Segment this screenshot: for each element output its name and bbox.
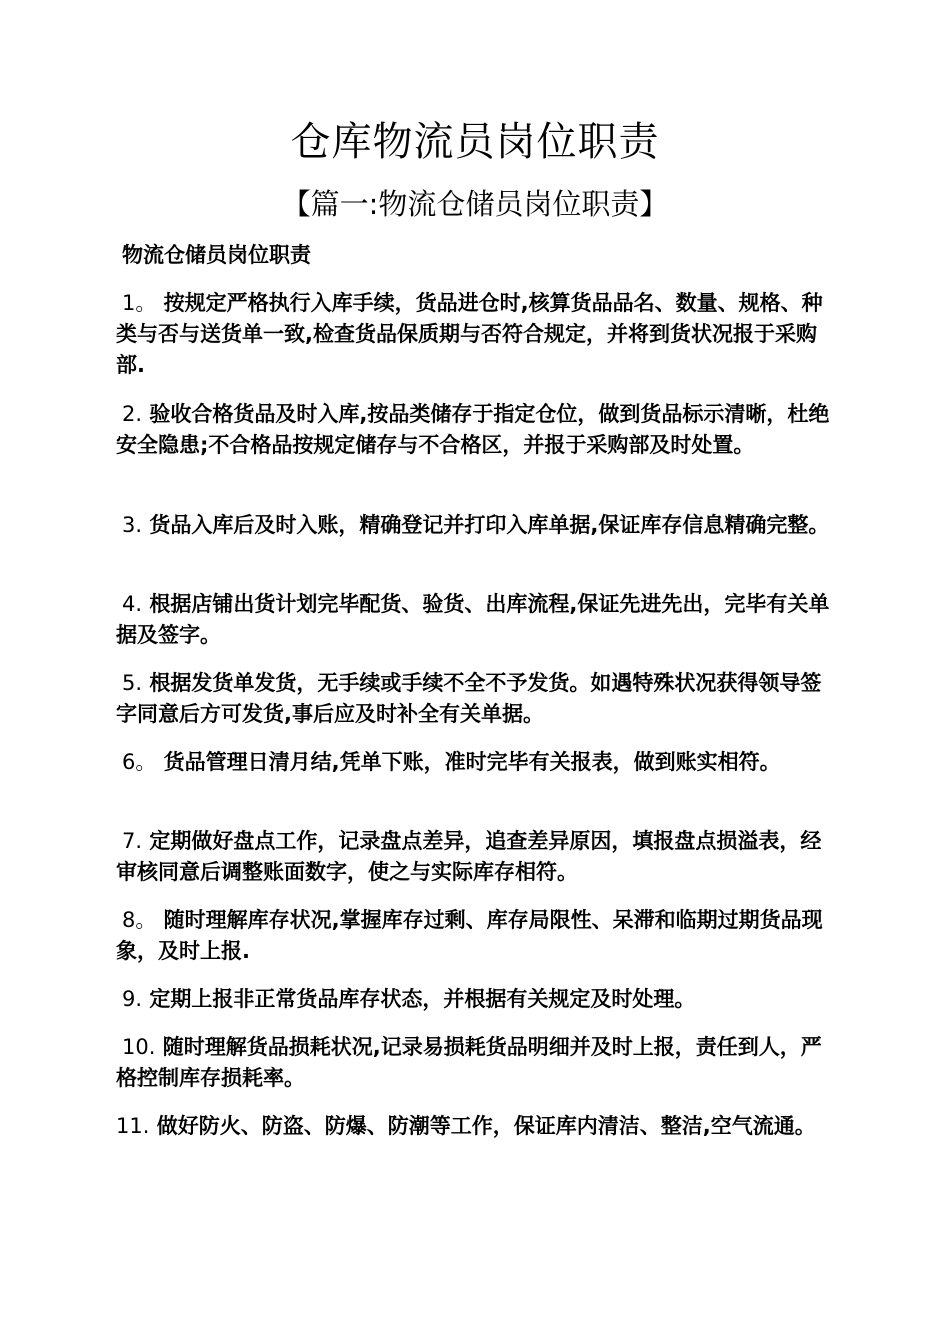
item-text: 验收合格货品及时入库,按品类储存于指定仓位，做到货品标示清晰，杜绝安全隐患;不合格品按规定储存与不合格区，并报于采购部及时处置。 <box>116 402 830 457</box>
duty-item-6 <box>116 747 836 778</box>
item-number: 2. <box>122 402 143 426</box>
item-number: 3. <box>122 513 143 537</box>
duty-item-3 <box>116 510 836 541</box>
duty-item-7 <box>116 826 836 888</box>
item-text: 定期上报非正常货品库存状态，并根据有关规定及时处理。 <box>142 987 696 1011</box>
section-heading: 物流仓储员岗位职责 <box>122 243 311 267</box>
item-text: 货品管理日清月结,凭单下账，准时完毕有关报表，做到账实相符。 <box>156 750 781 774</box>
item-text: 定期做好盘点工作，记录盘点差异，追查差异原因，填报盘点损溢表，经审核同意后调整账面数字，使之与实际库存相符。 <box>116 829 822 884</box>
item-text: 货品入库后及时入账，精确登记并打印入库单据,保证库存信息精确完整。 <box>142 513 830 537</box>
item-text: 根据发货单发货，无手续或手续不全不予发货。如遇特殊状况获得领导签字同意后方可发货,事后应及时补全有关单据。 <box>116 671 822 726</box>
item-number: 8。 <box>122 908 157 932</box>
item-number: 10. <box>122 1035 156 1059</box>
duty-item-2 <box>116 399 836 461</box>
item-text: 按规定严格执行入库手续，货品进仓时,核算货品品名、数量、规格、种类与否与送货单一致,检查货品保质期与否符合规定，并将到货状况报于采购部. <box>116 291 823 377</box>
item-number: 6。 <box>122 750 157 774</box>
duty-item-10 <box>116 1032 836 1094</box>
duty-item-8 <box>116 905 836 967</box>
duty-item-9 <box>116 984 836 1015</box>
item-number: 11. <box>116 1114 150 1138</box>
document-title: 仓库物流员岗位职责 <box>290 119 660 165</box>
item-number: 9. <box>122 987 143 1011</box>
duty-item-4 <box>116 589 836 651</box>
item-text: 随时理解库存状况,掌握库存过剩、库存局限性、呆滞和临期过期货品现象，及时上报. <box>116 908 823 963</box>
item-text: 随时理解货品损耗状况,记录易损耗货品明细并及时上报，责任到人，严格控制库存损耗率。 <box>116 1035 822 1090</box>
item-number: 7. <box>122 829 143 853</box>
duty-item-1 <box>116 288 836 381</box>
item-text: 根据店铺出货计划完毕配货、验货、出库流程,保证先进先出，完毕有关单据及签字。 <box>116 592 830 647</box>
duty-item-11 <box>116 1111 836 1142</box>
duty-item-5 <box>116 668 836 730</box>
item-text: 做好防火、防盗、防爆、防潮等工作，保证库内清洁、整洁,空气流通。 <box>149 1114 816 1138</box>
item-number: 5. <box>122 671 143 695</box>
item-number: 1。 <box>122 291 157 315</box>
item-number: 4. <box>122 592 143 616</box>
document-subtitle: 【篇一:物流仓储员岗位职责】 <box>281 187 669 221</box>
